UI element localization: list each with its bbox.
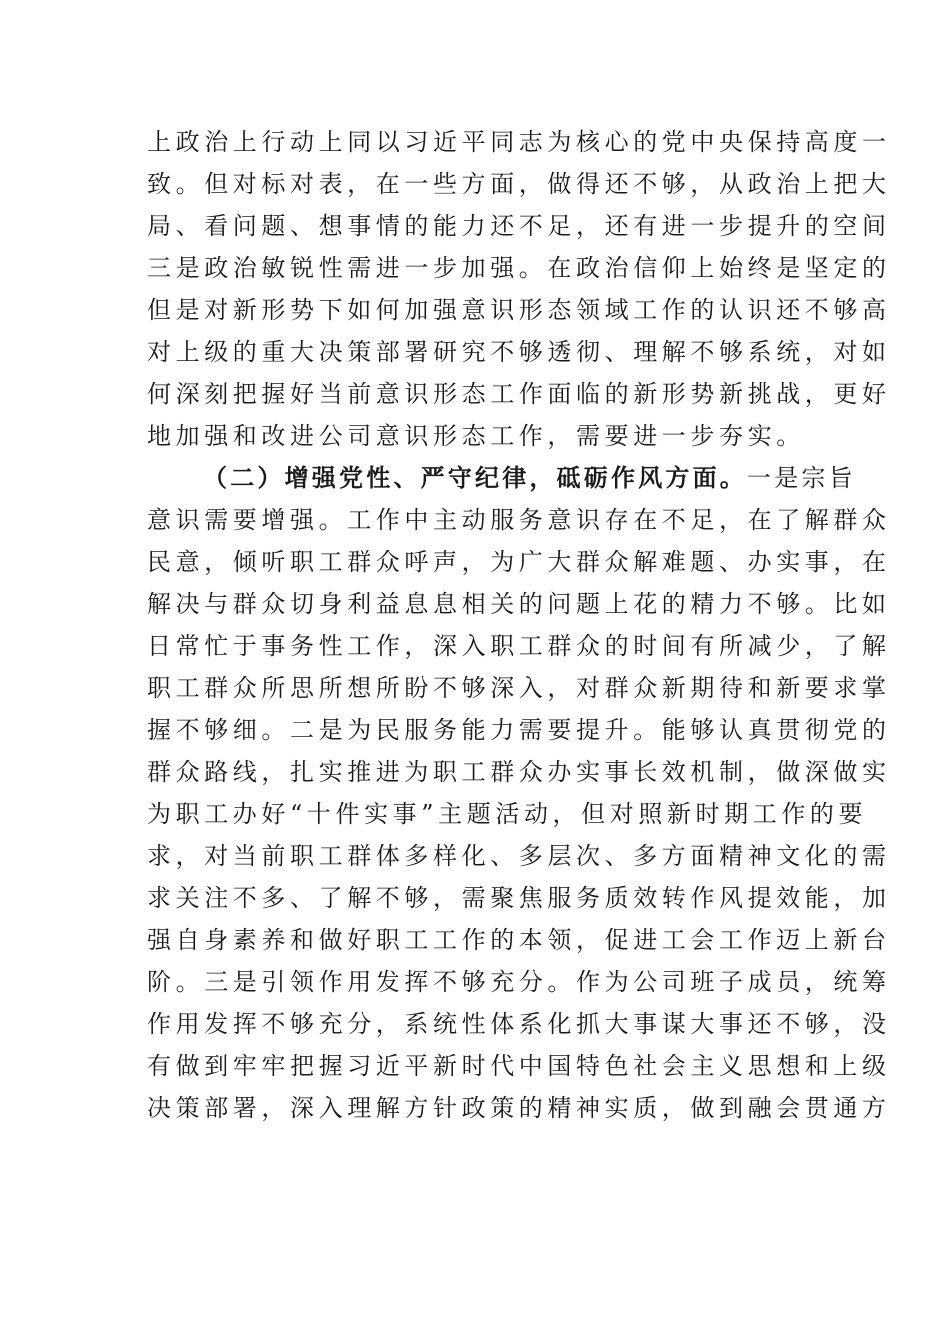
text-line: 求关注不多、了解不够，需聚焦服务质效转作风提效能，加 xyxy=(147,884,891,912)
text-line: 地加强和改进公司意识形态工作，需要进一步夯实。 xyxy=(147,422,805,450)
section-heading-line xyxy=(147,457,856,499)
text-line: 对上级的重大决策部署研究不够透彻、理解不够系统，对如 xyxy=(147,338,891,366)
text-line: 作用发挥不够充分，系统性体系化抓大事谋大事还不够，没 xyxy=(147,1010,891,1038)
text-line: 局、看问题、想事情的能力还不足，还有进一步提升的空间 xyxy=(147,212,891,240)
section-heading-rest: 一是宗旨 xyxy=(747,464,856,492)
text-line: 上政治上行动上同以习近平同志为核心的党中央保持高度一 xyxy=(147,128,891,156)
text-line: 握不够细。二是为民服务能力需要提升。能够认真贯彻党的 xyxy=(147,716,891,744)
text-line: 决策部署，深入理解方针政策的精神实质，做到融会贯通方 xyxy=(147,1094,891,1122)
text-line: 有做到牢牢把握习近平新时代中国特色社会主义思想和上级 xyxy=(147,1052,891,1080)
text-line: 民意，倾听职工群众呼声，为广大群众解难题、办实事，在 xyxy=(147,548,891,576)
section-heading: （二）增强党性、严守纪律，砥砺作风方面。 xyxy=(203,463,747,492)
body-text xyxy=(147,121,891,1129)
text-line: 强自身素养和做好职工工作的本领，促进工会工作迈上新台 xyxy=(147,926,891,954)
text-line: 解决与群众切身利益息息相关的问题上花的精力不够。比如 xyxy=(147,590,891,618)
text-line: 三是政治敏锐性需进一步加强。在政治信仰上始终是坚定的 xyxy=(147,254,891,282)
text-line: 为职工办好“十件实事”主题活动，但对照新时期工作的要 xyxy=(147,800,868,828)
text-line: 职工群众所思所想所盼不够深入，对群众新期待和新要求掌 xyxy=(147,674,891,702)
text-line: 阶。三是引领作用发挥不够充分。作为公司班子成员，统筹 xyxy=(147,968,891,996)
text-line: 群众路线，扎实推进为职工群众办实事长效机制，做深做实 xyxy=(147,758,891,786)
text-line: 但是对新形势下如何加强意识形态领域工作的认识还不够高 xyxy=(147,296,891,324)
text-line: 意识需要增强。工作中主动服务意识存在不足，在了解群众 xyxy=(147,506,891,534)
text-line: 求，对当前职工群体多样化、多层次、多方面精神文化的需 xyxy=(147,842,891,870)
text-line: 致。但对标对表，在一些方面，做得还不够，从政治上把大 xyxy=(147,170,891,198)
text-line: 日常忙于事务性工作，深入职工群众的时间有所减少，了解 xyxy=(147,632,891,660)
text-line: 何深刻把握好当前意识形态工作面临的新形势新挑战，更好 xyxy=(147,380,891,408)
